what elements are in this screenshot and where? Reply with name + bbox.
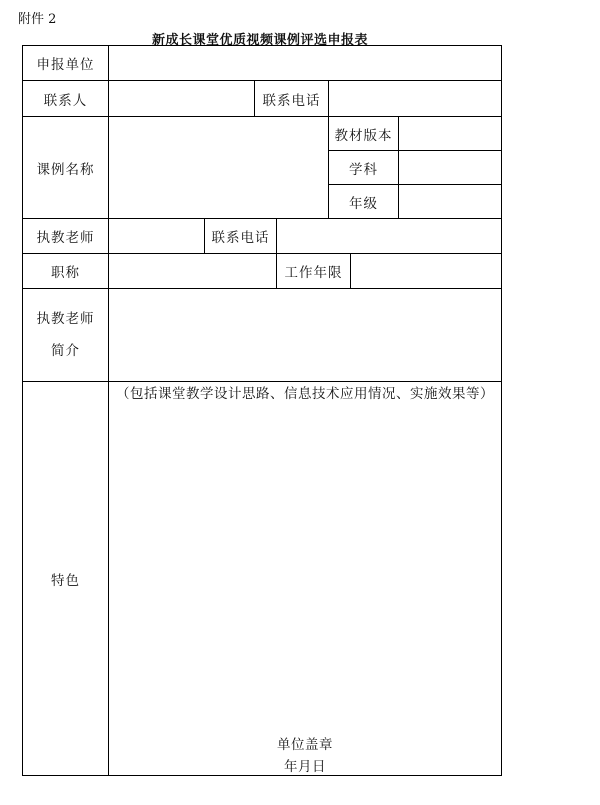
unit-label: 申报单位 xyxy=(23,46,109,81)
form-title: 新成长课堂优质视频课例评选申报表 xyxy=(151,33,368,48)
feature-hint: （包括课堂教学设计思路、信息技术应用情况、实施效果等） xyxy=(116,386,494,402)
contact-phone-field[interactable] xyxy=(329,81,501,117)
subject-label: 学科 xyxy=(329,151,399,185)
contact-phone-label: 联系电话 xyxy=(255,81,329,117)
contact-label: 联系人 xyxy=(23,81,109,117)
textbook-field[interactable] xyxy=(399,117,501,151)
unit-stamp-label: 单位盖章 xyxy=(277,737,333,753)
textbook-label: 教材版本 xyxy=(329,117,399,151)
date-label: 年月日 xyxy=(284,759,326,775)
teacher-label: 执教老师 xyxy=(23,219,109,254)
attachment-label: 附件 2 xyxy=(18,12,57,27)
job-title-label: 职称 xyxy=(23,254,109,289)
feature-field[interactable] xyxy=(109,382,501,775)
teacher-intro-label-line1: 执教老师 xyxy=(36,311,95,327)
job-title-field[interactable] xyxy=(109,254,277,289)
work-years-label: 工作年限 xyxy=(277,254,351,289)
feature-label: 特色 xyxy=(23,382,109,775)
lesson-name-label: 课例名称 xyxy=(23,117,109,219)
work-years-field[interactable] xyxy=(351,254,501,289)
grade-field[interactable] xyxy=(399,185,501,219)
contact-field[interactable] xyxy=(109,81,255,117)
teacher-intro-field[interactable] xyxy=(109,289,501,382)
unit-field[interactable] xyxy=(109,46,501,81)
teacher-field[interactable] xyxy=(109,219,205,254)
subject-field[interactable] xyxy=(399,151,501,185)
teacher-intro-label-line2: 简介 xyxy=(51,343,80,359)
teacher-phone-field[interactable] xyxy=(277,219,501,254)
teacher-phone-label: 联系电话 xyxy=(205,219,277,254)
grade-label: 年级 xyxy=(329,185,399,219)
lesson-name-field[interactable] xyxy=(109,117,329,219)
application-form-table xyxy=(22,45,502,776)
teacher-intro-label xyxy=(23,289,109,382)
